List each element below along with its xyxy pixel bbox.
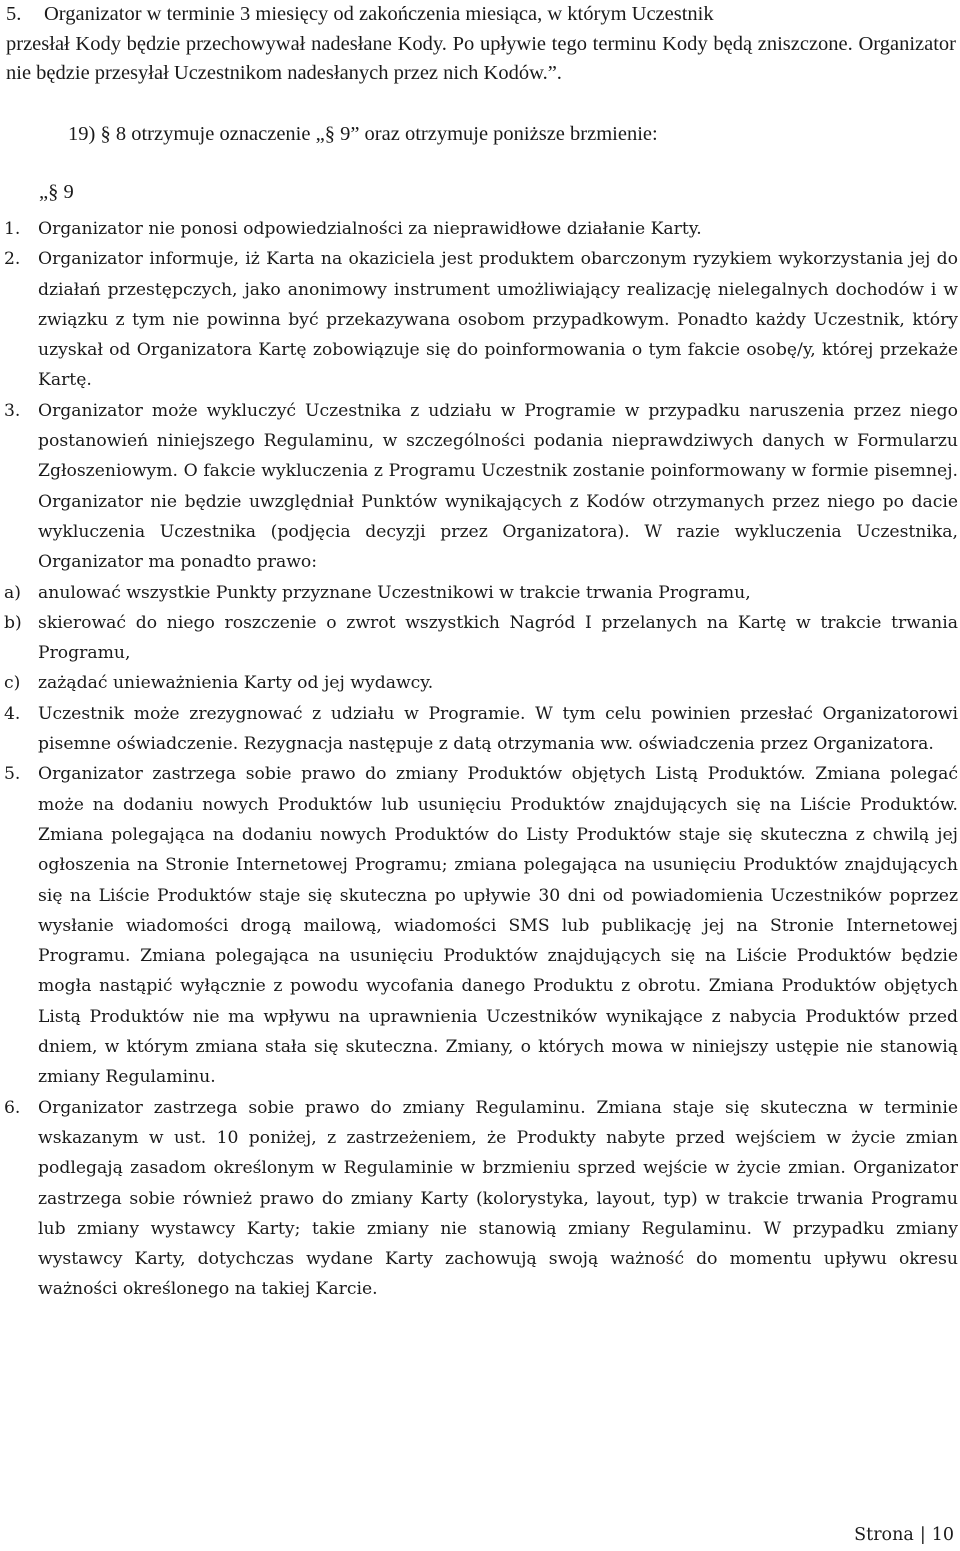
page-label: Strona [854, 1525, 914, 1545]
item-number: c) [4, 673, 21, 694]
list-item [0, 759, 958, 1092]
item-number: 2. [4, 249, 21, 270]
list-item [0, 699, 958, 760]
page-footer [854, 1522, 954, 1548]
list-item [0, 396, 958, 578]
amendment-heading: 19) § 8 otrzymuje oznaczenie „§ 9” oraz otrzymuje poniższe brzmienie: [68, 123, 658, 145]
item-text: Organizator informuje, iż Karta na okaziciela jest produktem obarczonym ryzykiem wykorzystania jej do działań przestępczych, jako anonimowy instrument umożliwiający realizację nielegalnych dochodów i w związku z tym nie powinna być przekazywana osobom przypadkowym. Ponadto każdy Uczestnik, który uzyskał od Organizatora Kartę zobowiązuje się do poinformowania o tym fakcie osobę/y, której przekaże Kartę. [38, 249, 958, 391]
list-item [0, 668, 958, 698]
item-text-first-line: Organizator w terminie 3 miesięcy od zakończenia miesiąca, w którym Uczestnik [44, 3, 714, 25]
item-text: skierować do niego roszczenie o zwrot wszystkich Nagród I przelanych na Kartę w trakcie trwania Programu, [38, 612, 958, 664]
list-item [0, 244, 958, 395]
item-text: Uczestnik może zrezygnować z udziału w Programie. W tym celu powinien przesłać Organizatorowi pisemne oświadczenie. Rezygnacja następuje z datą otrzymania ww. oświadczenia przez Organizatora. [38, 703, 958, 755]
item-number: 5. [6, 3, 22, 25]
footer-separator: | [919, 1525, 926, 1545]
item-number: 1. [4, 219, 21, 239]
item-text: Organizator może wykluczyć Uczestnika z udziału w Programie w przypadku naruszenia przez niego postanowień niniejszego Regulaminu, w szczególności podania nieprawdziwych danych w Formularzu Zgłoszeniowym. O fakcie wykluczenia z Programu Uczestnik zostanie poinformowany w formie pisemnej. Organizator nie będzie uwzględniał Punktów wynikających z Kodów otrzymanych przez niego po dacie wykluczenia Uczestnika (podjęcia decyzji przez Organizatora). W razie wykluczenia Uczestnika, Organizator ma ponadto prawo: [38, 400, 958, 573]
item-text: zażądać unieważnienia Karty od jej wydawcy. [38, 673, 434, 694]
item-text: Organizator nie ponosi odpowiedzialności za nieprawidłowe działanie Karty. [38, 219, 702, 239]
list-item [0, 1093, 958, 1305]
list-item [0, 214, 958, 244]
page-number: 10 [931, 1525, 954, 1545]
item-number: 4. [4, 703, 21, 724]
item-number: b) [4, 612, 22, 633]
list-item-5-continued [0, 0, 956, 89]
list-item [0, 578, 958, 608]
item-text: anulować wszystkie Punkty przyznane Uczestnikowi w trakcie trwania Programu, [38, 582, 751, 603]
item-text: przesłał Kody będzie przechowywał nadesłane Kody. Po upływie tego terminu Kody będą zniszczone. Organizator nie będzie przesyłał Uczestnikom nadesłanych przez nich Kodów.”. [6, 32, 956, 84]
list-item [0, 608, 958, 669]
numbered-list [0, 214, 958, 1305]
item-text: Organizator zastrzega sobie prawo do zmiany Produktów objętych Listą Produktów. Zmiana polegać może na dodaniu nowych Produktów lub usunięciu Produktów znajdujących się na Liście Produktów. Zmiana polegająca na dodaniu nowych Produktów do Listy Produktów staje się skuteczna z chwilą jej ogłoszenia na Stronie Internetowej Programu; zmiana polegająca na usunięciu Produktów znajdujących się na Liście Produktów staje się skuteczna po upływie 30 dni od powiadomienia Uczestników poprzez wysłanie wiadomości drogą mailową, wiadomości SMS lub publikację jej na Stronie Internetowej Programu. Zmiana polegająca na usunięciu Produktów znajdujących się na Liście Produktów będzie mogła nastąpić wyłącznie z powodu wycofania danego Produktu z obrotu. Zmiana Produktów objętych Listą Produktów nie ma wpływu na uprawnienia Uczestników wynikające z nabycia Produktów przed dniem, w którym zmiana stała się skuteczna. Zmiany, o których mowa w niniejszy ustępie nie stanowią zmiany Regulaminu. [38, 764, 958, 1088]
item-number: a) [4, 582, 21, 603]
item-number: 6. [4, 1097, 21, 1118]
item-text: Organizator zastrzega sobie prawo do zmiany Regulaminu. Zmiana staje się skuteczna w terminie wskazanym w ust. 10 poniżej, z zastrzeżeniem, że Produkty nabyte przed wejściem w życie zmian podlegają zasadom określonym w Regulaminie w brzmieniu sprzed wejście w życie zmian. Organizator zastrzega sobie również prawo do zmiany Karty (kolorystyka, layout, typ) w trakcie trwania Programu lub zmiany wystawcy Karty; takie zmiany nie stanowią zmiany Regulaminu. W przypadku zmiany wystawcy Karty, dotychczas wydane Karty zachowują swoją ważność do momentu upływu okresu ważności określonego na takiej Karcie. [38, 1097, 958, 1300]
item-number: 5. [4, 764, 21, 785]
item-number: 3. [4, 400, 21, 421]
section-title: „§ 9 [39, 181, 74, 203]
